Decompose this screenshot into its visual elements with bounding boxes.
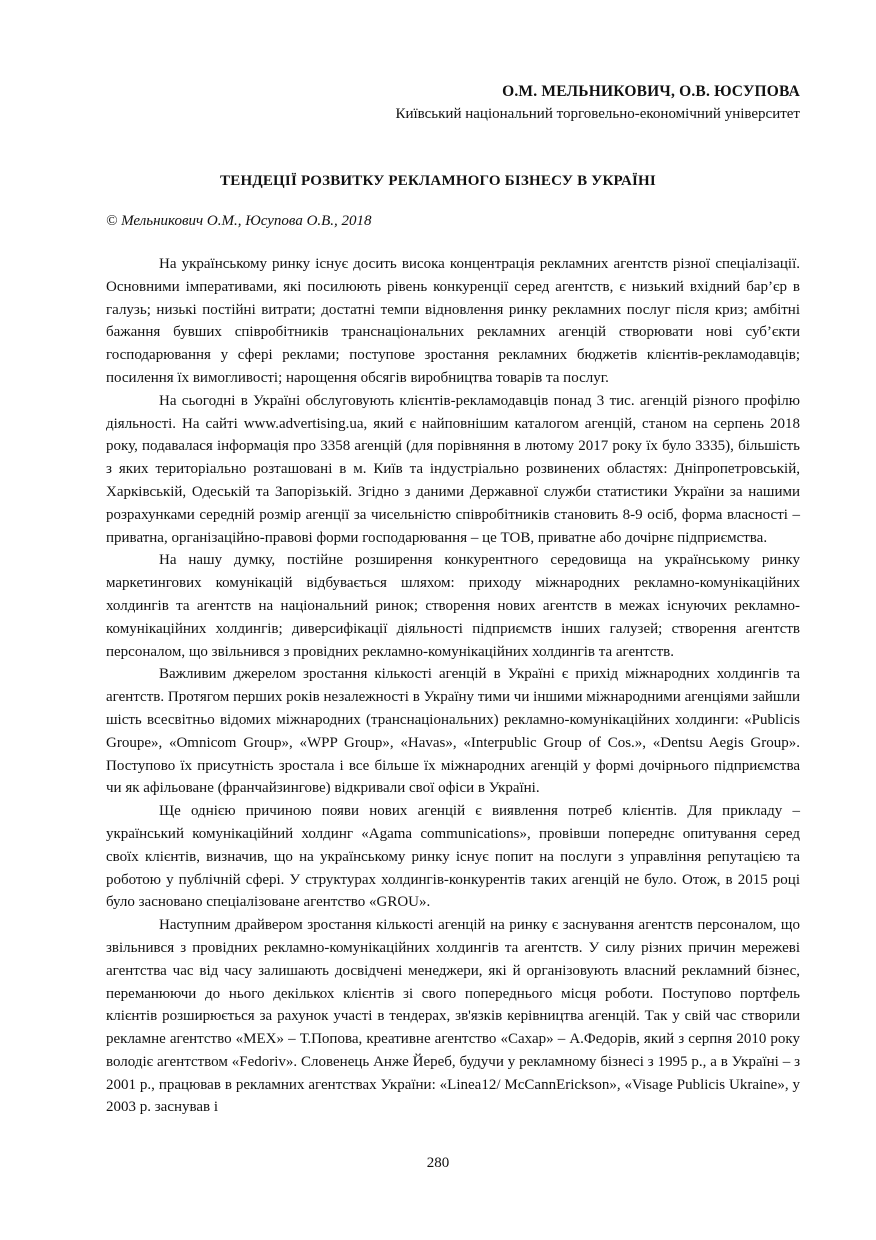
- paragraph: Ще однією причиною появи нових агенцій є виявлення потреб клієнтів. Для прикладу – український комунікаційний холдинг «Agama communications», провівши попереднє опитування серед своїх клієнтів, визначив, що на українському ринку існує попит на послуги з управління репутацією та роботою у публічній сфері. У структурах холдингів-конкурентів таких агенцій не було. Отож, в 2015 році було засновано спеціалізоване агентство «GROU».: [106, 803, 800, 911]
- paragraph: Наступним драйвером зростання кількості агенцій на ринку є заснування агентств персоналом, що звільнився з провідних рекламно-комунікаційних холдингів та агентств. У силу різних причин мережеві агентства час від часу залишають досвідчені менеджери, які й організовують власний рекламний бізнес, переманюючи до нього декількох клієнтів зі свого попереднього місця роботи. Поступово портфель клієнтів розширюється за рахунок участі в тендерах, зв'язків керівництва агенцій. Так у свій час створили рекламне агентство «MEX» – Т.Попова, креативне агентство «Сахар» – А.Федорів, який з серпня 2010 року володіє агентством «Fedoriv». Словенець Анже Йереб, будучи у рекламному бізнесі з 1995 р., а в Україні – з 2001 р., працював в рекламних агентствах України: «Linea12/ McCannErickson», «Visage Publicis Ukraine», у 2003 р. заснував і: [106, 917, 800, 1116]
- copyright-line: © Мельникович О.М., Юсупова О.В., 2018: [106, 213, 372, 229]
- page-number: 280: [426, 1155, 450, 1171]
- paragraph: Важливим джерелом зростання кількості агенцій в Україні є прихід міжнародних холдингів та агентств. Протягом перших років незалежності в Україну тими чи іншими міжнародними агенціями зайшли шість всесвітньо відомих міжнародних (транснаціональних) рекламно-комунікаційних холдинги: «Publicis Groupe», «Omnicom Group», «WPP Group», «Havas», «Interpublic Group of Cos.», «Dentsu Aegis Group». Поступово їх присутність зростала і все більше їх міжнародних агенцій у формі дочірнього підприємства чи як афільоване (франчайзингове) відкривали свої офіси в Україні.: [106, 666, 800, 797]
- article-body: [106, 253, 800, 1119]
- paragraph: На сьогодні в Україні обслуговують клієнтів-рекламодавців понад 3 тис. агенцій різного профілю діяльності. На сайті www.advertising.ua, який є найповнішим каталогом агенцій, станом на серпень 2018 року, подавалася інформація про 3358 агенцій (для порівняння в лютому 2017 року їх було 3335), більшість з яких територіально розташовані в м. Київ та індустріально розвинених областях: Дніпропетровській, Харківській, Одеській та Запорізькій. Згідно з даними Державної служби статистики України за нашими розрахунками середній розмір агенції за чисельністю співробітників становить 8-9 осіб, форма власності – приватна, організаційно-правові форми господарювання – це ТОВ, приватне або дочірнє підприємства.: [106, 392, 800, 546]
- article-title: ТЕНДЕЦІЇ РОЗВИТКУ РЕКЛАМНОГО БІЗНЕСУ В УКРАЇНІ: [220, 173, 656, 189]
- affiliation: Київський національний торговельно-економічний університет: [395, 106, 800, 122]
- authors: О.М. МЕЛЬНИКОВИЧ, О.В. ЮСУПОВА: [502, 83, 800, 100]
- paragraph: На українському ринку існує досить висока концентрація рекламних агентств різної спеціалізації. Основними імперативами, які посилюють рівень конкуренції серед агентств, є низький вхідний бар’єр в галузь; низькі постійні витрати; достатні темпи відновлення ринку рекламних послуг після криз; амбітні бажання бувших співробітників транснаціональних рекламних агенцій створювати нові суб’єкти господарювання у сфері реклами; поступове зростання рекламних бюджетів клієнтів-рекламодавців; посилення їх вимогливості; нарощення обсягів виробництва товарів та послуг.: [106, 256, 800, 386]
- paragraph: На нашу думку, постійне розширення конкурентного середовища на українському ринку маркетингових комунікацій відбувається шляхом: приходу міжнародних рекламно-комунікаційних холдингів та агентств на національний ринок; створення нових агентств в межах існуючих рекламнокомунікаційних холдингів; диверсифікації діяльності підприємств інших галузей; створення агентств персоналом, що звільнився з провідних рекламно-комунікаційних холдингів та агентств.: [106, 552, 800, 660]
